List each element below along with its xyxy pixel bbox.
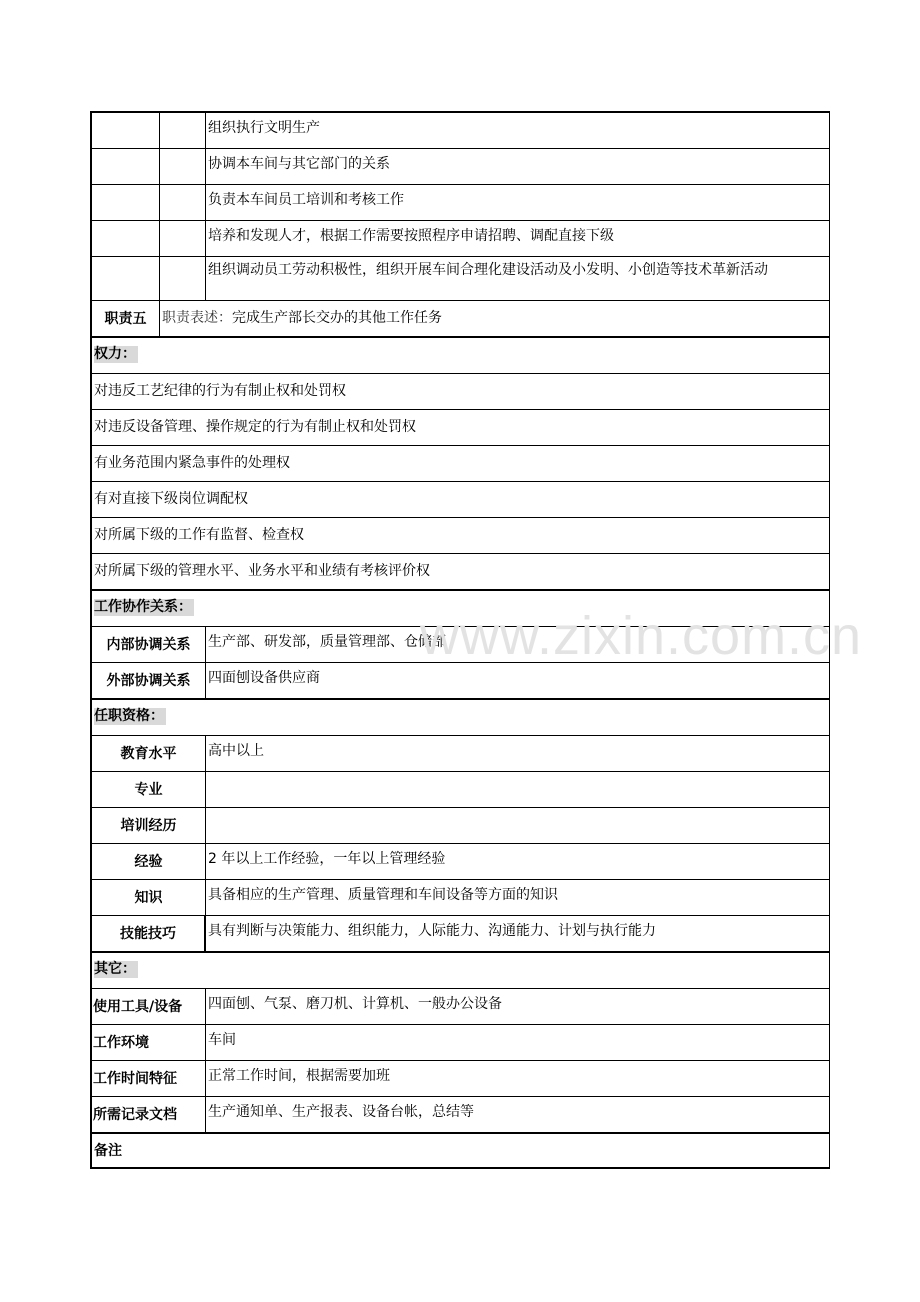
duty5-row: [92, 301, 829, 338]
other-label: 所需记录文档: [92, 1097, 206, 1132]
qual-row: [92, 808, 829, 844]
power-item: 有业务范围内紧急事件的处理权: [94, 455, 290, 471]
duty5-desc-text: 完成生产部长交办的其他工作任务: [232, 310, 442, 326]
other-row: [92, 1025, 829, 1061]
coop-title: 工作协作关系：: [94, 599, 192, 615]
qual-label: 教育水平: [92, 736, 206, 771]
duty-task-text: 培养和发现人才，根据工作需要按照程序申请招聘、调配直接下级: [208, 228, 614, 244]
coop-label: 外部协调关系: [92, 663, 206, 698]
coop-value: 四面刨设备供应商: [208, 670, 320, 686]
qual-value: 2 年以上工作经验，一年以上管理经验: [208, 851, 446, 867]
duty-task-row: [92, 257, 829, 301]
other-title: 其它：: [94, 961, 136, 977]
power-title: 权力：: [94, 346, 136, 362]
remark-row: [92, 1134, 829, 1169]
power-row: [92, 518, 829, 554]
duty5-desc-label: 职责表述：: [162, 310, 232, 326]
qual-value: [206, 808, 829, 843]
coop-row: [92, 663, 829, 700]
qual-value: 具有判断与决策能力、组织能力，人际能力、沟通能力、计划与执行能力: [208, 923, 656, 939]
other-value: 正常工作时间，根据需要加班: [208, 1068, 390, 1084]
duty-task-text: 负责本车间员工培训和考核工作: [208, 192, 404, 208]
qual-label: 经验: [92, 844, 206, 879]
qual-label: 技能技巧: [92, 916, 206, 951]
power-row: [92, 554, 829, 591]
qual-row: [92, 736, 829, 772]
other-row: [92, 989, 829, 1025]
qual-value: 高中以上: [208, 743, 264, 759]
power-item: 对违反工艺纪律的行为有制止权和处罚权: [94, 383, 346, 399]
qual-label: 专业: [92, 772, 206, 807]
duty-task-row: [92, 113, 829, 149]
coop-value: 生产部、研发部，质量管理部、仓储部: [208, 634, 446, 650]
coop-label: 内部协调关系: [92, 627, 206, 662]
duty-task-text: 组织执行文明生产: [208, 120, 320, 136]
qual-row: [92, 880, 829, 916]
power-row: [92, 482, 829, 518]
power-item: 有对直接下级岗位调配权: [94, 491, 248, 507]
qual-row: [92, 916, 829, 953]
qual-value: [206, 772, 829, 807]
other-value: 车间: [208, 1032, 236, 1048]
duty-task-row: [92, 221, 829, 257]
qual-row: [92, 844, 829, 880]
power-header: [92, 338, 829, 374]
other-row: [92, 1061, 829, 1097]
power-row: [92, 410, 829, 446]
duty5-desc: [160, 301, 829, 336]
qual-row: [92, 772, 829, 808]
duty-task-text: 组织调动员工劳动积极性，组织开展车间合理化建设活动及小发明、小创造等技术革新活动: [208, 262, 768, 278]
power-item: 对所属下级的工作有监督、检查权: [94, 527, 304, 543]
power-row: [92, 374, 829, 410]
other-label: 工作时间特征: [92, 1061, 206, 1096]
watermark: www.zixin.com.cn: [420, 606, 863, 666]
qual-title: 任职资格：: [94, 708, 164, 724]
other-row: [92, 1097, 829, 1134]
duty-task-row: [92, 185, 829, 221]
other-label: 工作环境: [92, 1025, 206, 1060]
power-item: 对违反设备管理、操作规定的行为有制止权和处罚权: [94, 419, 416, 435]
qual-header: [92, 700, 829, 736]
other-value: 生产通知单、生产报表、设备台帐，总结等: [208, 1104, 474, 1120]
qual-value: 具备相应的生产管理、质量管理和车间设备等方面的知识: [208, 887, 558, 903]
power-row: [92, 446, 829, 482]
duty-task-text: 协调本车间与其它部门的关系: [208, 156, 390, 172]
other-value: 四面刨、气泵、磨刀机、计算机、一般办公设备: [208, 996, 502, 1012]
other-header: [92, 953, 829, 989]
duty5-label: 职责五: [92, 301, 160, 336]
qual-label: 培训经历: [92, 808, 206, 843]
other-label: 使用工具/设备: [92, 989, 206, 1024]
qual-label: 知识: [92, 880, 206, 915]
power-item: 对所属下级的管理水平、业务水平和业绩有考核评价权: [94, 563, 430, 579]
duty-task-row: [92, 149, 829, 185]
remark-title: 备注: [94, 1143, 122, 1159]
